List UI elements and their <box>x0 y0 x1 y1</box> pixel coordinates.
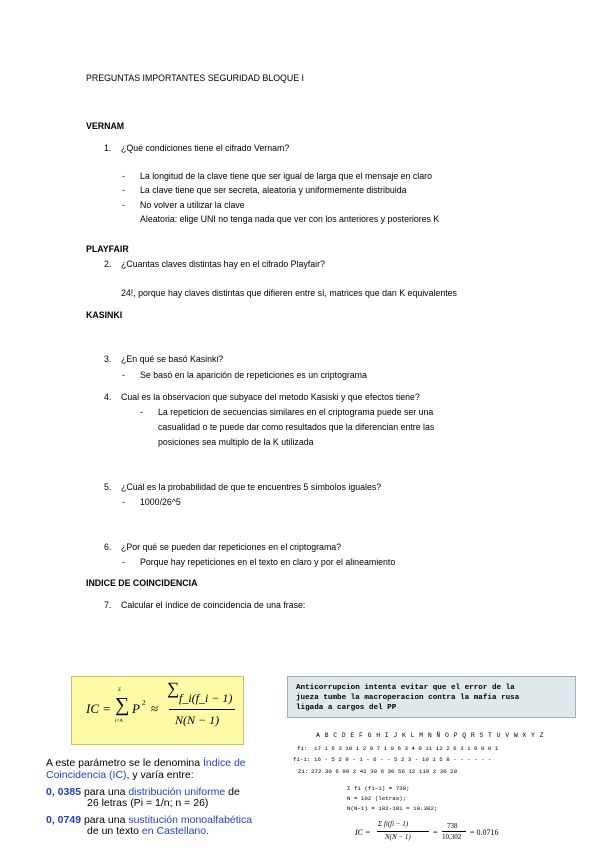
desc-text: para una <box>81 786 129 798</box>
phrase-box <box>287 676 576 718</box>
calc-sum: Σ fi (fi−1) = 738; <box>347 785 410 792</box>
answer-6: Porque hay repeticiones en el texto en claro y por el alineamiento <box>140 557 396 567</box>
section-indice-coincidencia: INDICE DE COINCIDENCIA <box>86 578 198 588</box>
dash: - <box>122 185 125 195</box>
dash: - <box>122 200 125 210</box>
section-playfair: PLAYFAIR <box>86 244 129 254</box>
desc-highlight: sustitución monoalfabética <box>128 814 253 826</box>
calc-nn1: N(N−1) = 102·101 = 10.302; <box>347 805 438 812</box>
sigma-icon: ∑ <box>115 694 130 716</box>
desc-text: de <box>225 786 240 798</box>
ic-result-lhs: IC = <box>355 828 371 837</box>
section-vernam: VERNAM <box>86 121 125 131</box>
dash: - <box>122 370 125 380</box>
question-number: 4. <box>104 392 112 402</box>
exponent: 2 <box>142 699 146 707</box>
phrase-line-3: ligada a cargos del PP <box>296 704 397 712</box>
ic-value-castellano-line-2 <box>87 825 209 837</box>
ic-result-value: = 0.0716 <box>470 828 499 837</box>
desc-text: , y varía entre: <box>126 769 194 781</box>
ic-description-line-1 <box>46 757 246 769</box>
question-number: 1. <box>104 143 112 153</box>
answer-4-line-3: posiciones sea multiplo de la K utilizada <box>158 437 314 447</box>
row-fi: 17 1 6 3 10 1 2 0 7 1 0 6 3 4 0 11 12 2 6 3 1 0 0 0 1 <box>314 745 499 752</box>
dash: - <box>122 171 125 181</box>
question-5: ¿Cuál es la probabilidad de que te encuentres 5 símbolos iguales? <box>121 482 382 492</box>
sigma-icon: ∑ <box>167 679 180 698</box>
formula-p: P <box>132 701 140 716</box>
alphabet-row: A B C D E F G H I J K L M N Ñ O P Q R S T U V W X Y Z <box>316 732 544 739</box>
desc-highlight: Índice de <box>203 757 246 769</box>
section-kasinki: KASINKI <box>86 310 123 320</box>
question-7: Calcular el índice de coincidencia de una frase: <box>121 600 306 610</box>
formula-numerator: f_i(f_i − 1) <box>179 691 233 705</box>
fraction-line <box>377 831 429 832</box>
ic-result-denominator: N(N − 1) <box>385 833 411 841</box>
value-castellano: 0, 0749 <box>46 814 82 826</box>
question-number: 2. <box>104 259 112 269</box>
phrase-line-1: Anticorrupcion intenta evitar que el error de la <box>296 684 515 692</box>
question-2: ¿Cuantas claves distintas hay en el cifrado Playfair? <box>121 259 325 269</box>
answer-3: Se basó en la aparición de repeticiones es un criptograma <box>140 370 367 380</box>
row-fi-label: fi: <box>297 745 308 752</box>
answer-4-line-2: casualidad o te puede dar como resultados que la diferencian entre las <box>158 422 435 432</box>
dash: - <box>140 407 143 417</box>
ic-description-line-2 <box>46 769 194 781</box>
row-z-label: Zi: <box>298 768 309 775</box>
answer-4-line-1: La repeticion de secuencias similares en el criptograma puede ser una <box>158 407 434 417</box>
fraction-line <box>442 831 466 832</box>
desc-highlight: distribución uniforme <box>128 786 226 798</box>
answer-1b: La clave tiene que ser secreta, aleatoria y uniformemente distribuida <box>140 185 407 195</box>
answer-5: 1000/26^5 <box>140 497 181 507</box>
equals-icon: = <box>433 828 438 837</box>
question-number: 7. <box>104 600 112 610</box>
value-uniform: 0, 0385 <box>46 786 82 798</box>
row-fi1: 16 - 5 2 9 - 1 - 6 - - 5 2 3 - 10 1 5 8 - - - - - - <box>314 756 492 763</box>
approx-icon: ≈ <box>151 701 159 716</box>
formula-denominator: N(N − 1) <box>175 713 220 727</box>
answer-1c: No volver a utilizar la clave <box>140 200 245 210</box>
desc-highlight: en Castellano. <box>141 825 210 837</box>
dash: - <box>122 497 125 507</box>
formula-lhs: IC = <box>86 701 112 716</box>
dash: - <box>122 557 125 567</box>
question-number: 3. <box>104 354 112 364</box>
answer-2: 24!, porque hay claves distintas que difieren entre sí, matrices que dan K equivalentes <box>121 288 457 298</box>
row-fi1-label: fi-1: <box>293 756 311 763</box>
fraction-line <box>169 709 235 710</box>
sum-bottom: i=A <box>115 719 123 724</box>
answer-1a: La longitud de la clave tiene que ser igual de larga que el mensaje en claro <box>140 171 432 181</box>
desc-text: A este parámetro se le denomina <box>46 757 204 769</box>
ic-result-numerator: Σ fi(fi − 1) <box>378 820 409 828</box>
answer-1d: Aleatoria: elige UNI no tenga nada que ver con los anteriores y posteriores K <box>140 214 440 224</box>
calc-n: N = 102 (letras); <box>347 795 407 802</box>
question-1: ¿Qué condiciones tiene el cifrado Vernam? <box>121 143 290 153</box>
desc-text: para una <box>81 814 129 826</box>
question-4: Cual es la observacion que subyace del metodo Kasiski y que efectos tiene? <box>121 392 420 402</box>
sum-top: Z <box>118 688 122 693</box>
phrase-line-2: jueza tumbe la macroperacion contra la mafia rusa <box>296 694 520 702</box>
question-number: 5. <box>104 482 112 492</box>
question-number: 6. <box>104 542 112 552</box>
ic-value-uniform-line-2: 26 letras (Pi = 1/n; n = 26) <box>87 797 209 809</box>
ic-value-numerator: 738 <box>447 822 458 830</box>
ic-value-denominator: 10,302 <box>442 833 462 841</box>
desc-text: de un texto <box>87 825 142 837</box>
ic-formula-box <box>71 676 244 745</box>
question-3: ¿En qué se basó Kasinki? <box>121 354 224 364</box>
page-title: PREGUNTAS IMPORTANTES SEGURIDAD BLOQUE I <box>86 73 305 83</box>
desc-highlight: Coincidencia (IC) <box>46 769 127 781</box>
question-6: ¿Por qué se pueden dar repeticiones en el criptograma? <box>121 542 342 552</box>
row-z: 272 30 6 90 2 42 30 6 30 56 12 110 2 30 20 <box>311 768 458 775</box>
